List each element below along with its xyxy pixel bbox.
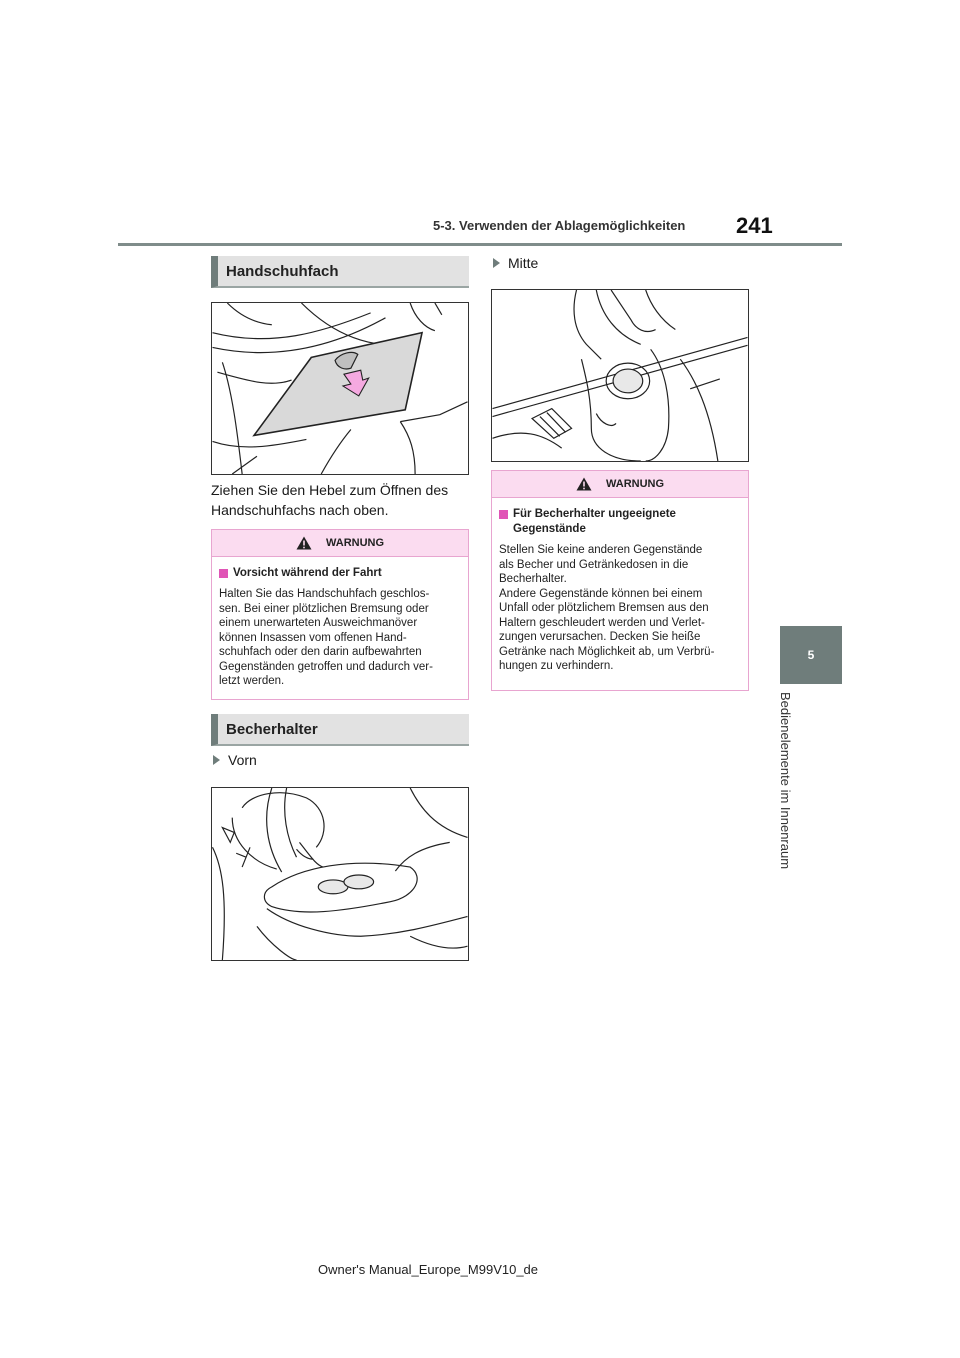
warning-box-cupholder: [491, 470, 749, 691]
warning-text: Stellen Sie keine anderen Gegenstände als Becher und Getränkedosen in die Becherhalter. Andere Gegenstände können bei einem Unfall oder plötzlichem Bremsen aus den Haltern geschleudert werden und Verlet- zungen verursachen. Decken Sie heiße Getränke nach Möglichkeit ab, um Verbrü- hungen zu verhindern.: [499, 544, 715, 672]
front-label: Vorn: [228, 752, 257, 768]
front-cupholder-illustration: [211, 787, 469, 961]
cupholder-heading: [211, 714, 469, 746]
triangle-bullet-icon: [213, 755, 220, 765]
middle-label: Mitte: [508, 255, 539, 271]
chapter-title: Bedienelemente im Innenraum: [778, 692, 793, 870]
glovebox-illustration: [211, 302, 469, 475]
warning-triangle-icon: [296, 536, 312, 550]
warning-triangle-icon: [576, 477, 592, 491]
chapter-side-label: [778, 692, 810, 892]
warning-text: Halten Sie das Handschuhfach geschlos- sen. Bei einer plötzlichen Bremsung oder einem unerwarteten Ausweichmanöver können Insassen vom offenen Hand- schuhfach oder den darin aufbewahrten Gegenständen getroffen und dadurch ver- letzt werden.: [219, 588, 433, 687]
warning-header: [212, 530, 468, 557]
header-rule: [118, 243, 842, 246]
chapter-number: 5: [807, 648, 815, 662]
warning-box-glovebox: [211, 529, 469, 700]
page-number: 241: [736, 213, 773, 238]
chapter-tab: [780, 626, 842, 684]
bullet-middle: [493, 255, 538, 271]
footer-manual-id: Owner's Manual_Europe_M99V10_de: [318, 1262, 539, 1277]
warning-header: [492, 471, 748, 498]
glovebox-heading-text: Handschuhfach: [226, 262, 339, 280]
cupholder-heading-text: Becherhalter: [226, 720, 318, 738]
square-bullet-icon: [499, 510, 508, 519]
square-bullet-icon: [219, 569, 228, 578]
middle-cupholder-illustration: [491, 289, 749, 462]
bullet-front: [213, 752, 257, 768]
warning-subheading: Für Becherhalter ungeeignete Gegenstände: [513, 508, 676, 535]
warning-subheading: Vorsicht während der Fahrt: [233, 567, 382, 579]
warning-label: WARNUNG: [605, 478, 665, 490]
warning-label: WARNUNG: [325, 537, 385, 549]
glovebox-heading: [211, 256, 469, 288]
glovebox-instruction: Ziehen Sie den Hebel zum Öffnen des Handschuhfachs nach oben.: [211, 482, 449, 518]
running-header-title: 5-3. Verwenden der Ablagemöglichkeiten: [433, 218, 686, 233]
triangle-bullet-icon: [493, 258, 500, 268]
